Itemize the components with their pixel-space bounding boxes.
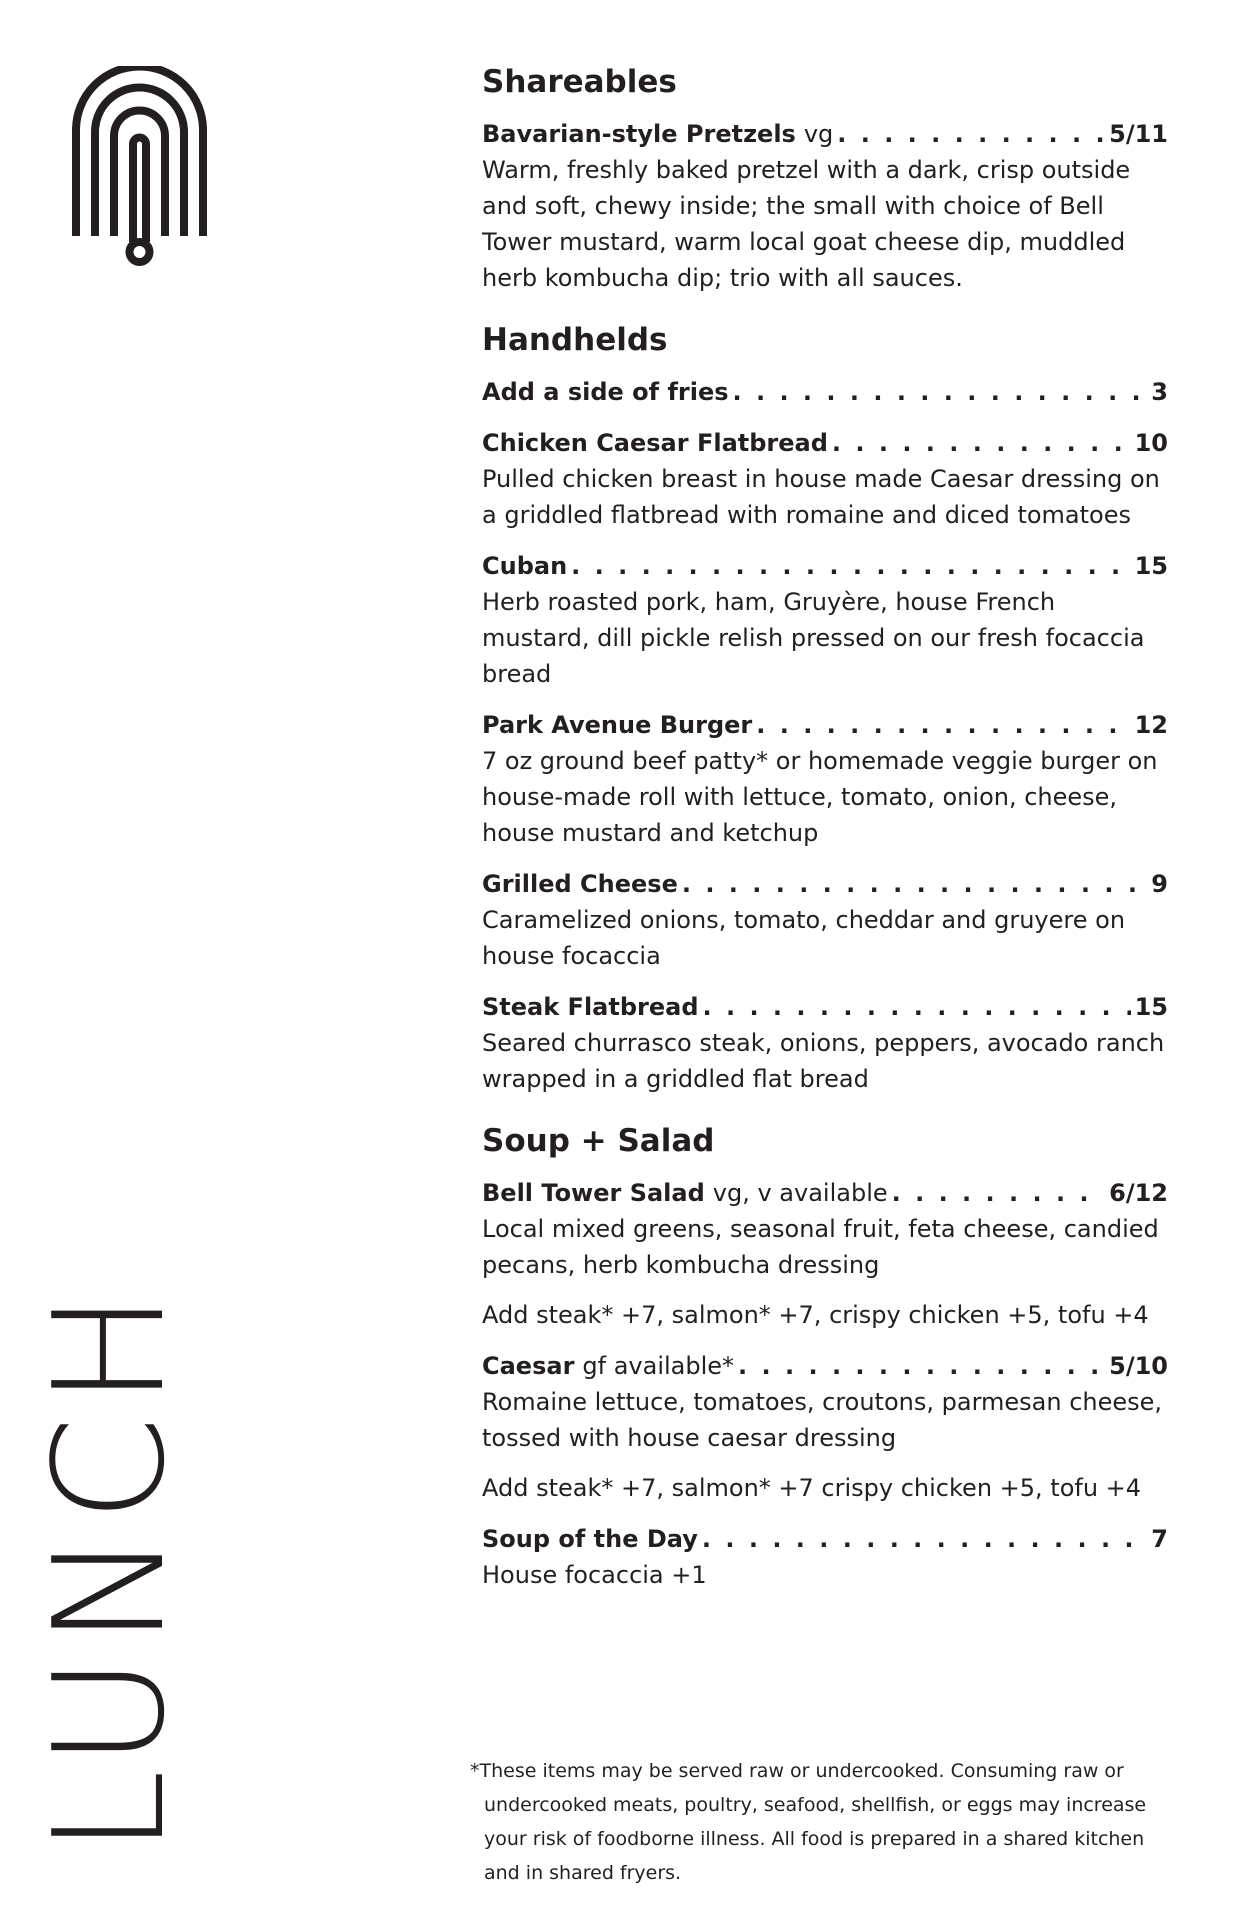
item-price: 15 xyxy=(1134,552,1168,580)
item-addons: Add steak* +7, salmon* +7 crispy chicken +5, tofu +4 xyxy=(482,1474,1142,1502)
item-description: Herb roasted pork, ham, Gruyère, house French mustard, dill pickle relish pressed on our fresh focaccia bread xyxy=(482,588,1145,688)
raw-food-disclaimer xyxy=(470,1754,1170,1890)
item-price: 3 xyxy=(1151,378,1168,406)
item-price: 15 xyxy=(1134,993,1168,1021)
section-title: Shareables xyxy=(482,64,677,100)
item-name: Add a side of fries xyxy=(482,378,729,406)
item-name: Steak Flatbread xyxy=(482,993,699,1021)
item-price: 7 xyxy=(1151,1525,1168,1553)
item-name: Grilled Cheese xyxy=(482,870,678,898)
item-name: Bell Tower Salad xyxy=(482,1179,705,1207)
item-description: Warm, freshly baked pretzel with a dark, crisp outside and soft, chewy inside; the small with choice of Bell Tower mustard, warm local goat cheese dip, muddled herb kombucha dip; trio with all sauces. xyxy=(482,156,1131,292)
menu-item-bell-tower-salad xyxy=(482,1175,1168,1333)
item-description: House focaccia +1 xyxy=(482,1561,707,1589)
item-name: Caesar xyxy=(482,1352,575,1380)
menu-item-header xyxy=(482,374,1168,410)
dot-leader xyxy=(571,548,1130,584)
menu-item-bavarian-style-pretzels xyxy=(482,116,1168,296)
menu-item-header xyxy=(482,1175,1168,1211)
menu-item-header xyxy=(482,866,1168,902)
item-price: 5/10 xyxy=(1109,1352,1168,1380)
dot-leader xyxy=(682,866,1147,902)
item-name: Bavarian-style Pretzels xyxy=(482,120,796,148)
item-name: Chicken Caesar Flatbread xyxy=(482,429,828,457)
item-description: Romaine lettuce, tomatoes, croutons, parmesan cheese, tossed with house caesar dressing xyxy=(482,1388,1163,1452)
menu-section-shareables xyxy=(482,62,1168,296)
menu-item-park-avenue-burger xyxy=(482,707,1168,851)
dot-leader xyxy=(733,374,1148,410)
item-description: Seared churrasco steak, onions, peppers, avocado ranch wrapped in a griddled flat bread xyxy=(482,1029,1165,1093)
dot-leader xyxy=(892,1175,1105,1211)
dot-leader xyxy=(756,707,1130,743)
menu-item-add-a-side-of-fries xyxy=(482,374,1168,410)
item-price: 12 xyxy=(1134,711,1168,739)
item-description: 7 oz ground beef patty* or homemade veggie burger on house-made roll with lettuce, tomato, onion, cheese, house mustard and ketchup xyxy=(482,747,1158,847)
item-addons: Add steak* +7, salmon* +7, crispy chicken +5, tofu +4 xyxy=(482,1301,1149,1329)
menu-item-caesar xyxy=(482,1348,1168,1506)
item-price: 6/12 xyxy=(1109,1179,1168,1207)
dot-leader xyxy=(703,989,1131,1025)
dot-leader xyxy=(702,1521,1147,1557)
footnote-line: and in shared fryers. xyxy=(484,1862,682,1884)
lunch-vertical-title: LUNCH xyxy=(21,1281,198,1855)
footnote-line: *These items may be served raw or undercooked. Consuming raw or xyxy=(470,1760,1124,1782)
menu-section-handhelds xyxy=(482,320,1168,1097)
menu-item-header xyxy=(482,425,1168,461)
menu-item-chicken-caesar-flatbread xyxy=(482,425,1168,533)
menu-item-header xyxy=(482,116,1168,152)
menu-item-cuban xyxy=(482,548,1168,692)
item-dietary-note: vg xyxy=(803,120,834,148)
item-dietary-note: gf available* xyxy=(582,1352,735,1380)
item-dietary-note: vg, v available xyxy=(712,1179,888,1207)
bell-tower-arch-logo-icon xyxy=(72,66,207,266)
dot-leader xyxy=(738,1348,1105,1384)
item-description: Local mixed greens, seasonal fruit, feta cheese, candied pecans, herb kombucha dressing xyxy=(482,1215,1159,1279)
menu-item-header xyxy=(482,989,1168,1025)
menu-item-grilled-cheese xyxy=(482,866,1168,974)
menu-section-soup-salad xyxy=(482,1121,1168,1593)
section-title: Handhelds xyxy=(482,322,668,358)
item-price: 10 xyxy=(1134,429,1168,457)
item-price: 9 xyxy=(1151,870,1168,898)
dot-leader xyxy=(837,116,1105,152)
menu-item-header xyxy=(482,707,1168,743)
footnote-line: your risk of foodborne illness. All food is prepared in a shared kitchen xyxy=(484,1828,1145,1850)
item-name: Park Avenue Burger xyxy=(482,711,753,739)
item-description: Caramelized onions, tomato, cheddar and gruyere on house focaccia xyxy=(482,906,1126,970)
menu-item-steak-flatbread xyxy=(482,989,1168,1097)
footnote-line: undercooked meats, poultry, seafood, shellfish, or eggs may increase xyxy=(484,1794,1147,1816)
menu-item-soup-of-the-day xyxy=(482,1521,1168,1593)
item-price: 5/11 xyxy=(1109,120,1168,148)
item-name: Cuban xyxy=(482,552,568,580)
menu-item-header xyxy=(482,1521,1168,1557)
dot-leader xyxy=(832,425,1131,461)
menu-item-header xyxy=(482,1348,1168,1384)
item-name: Soup of the Day xyxy=(482,1525,698,1553)
menu-column xyxy=(482,62,1168,1617)
item-description: Pulled chicken breast in house made Caesar dressing on a griddled flatbread with romaine and diced tomatoes xyxy=(482,465,1160,529)
menu-item-header xyxy=(482,548,1168,584)
section-title: Soup + Salad xyxy=(482,1123,715,1159)
